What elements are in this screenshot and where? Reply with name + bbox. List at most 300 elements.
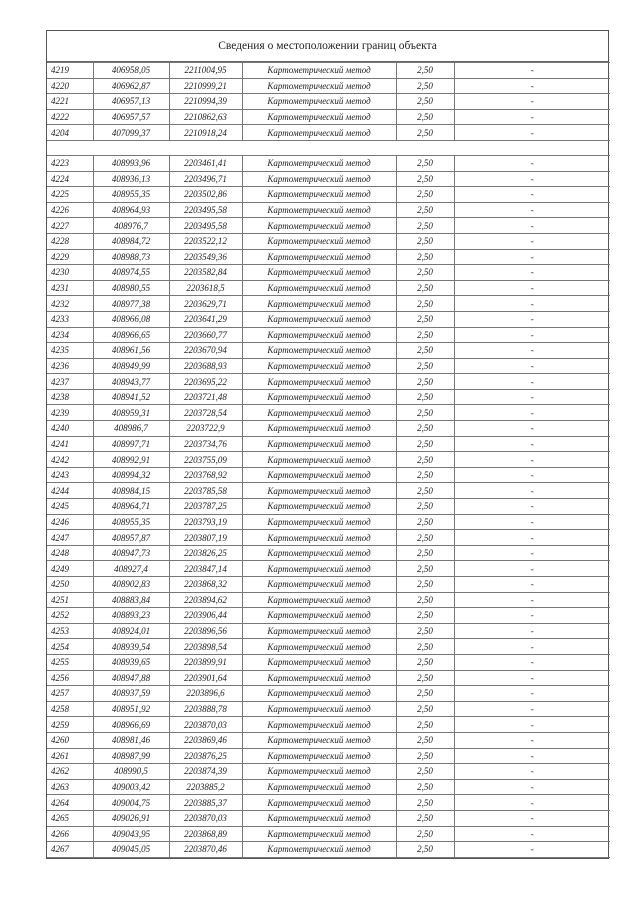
method-cell: Картометрический метод xyxy=(242,63,396,79)
table-row xyxy=(47,514,610,530)
coord-x: 408947,88 xyxy=(93,670,169,686)
table-row xyxy=(47,545,610,561)
description-cell: - xyxy=(454,701,610,717)
description-cell: - xyxy=(454,233,610,249)
accuracy-cell: 2,50 xyxy=(396,202,454,218)
point-number: 4233 xyxy=(47,311,93,327)
coord-x: 408955,35 xyxy=(93,187,169,203)
point-number: 4262 xyxy=(47,764,93,780)
point-number: 4260 xyxy=(47,732,93,748)
table-row xyxy=(47,639,610,655)
accuracy-cell: 2,50 xyxy=(396,467,454,483)
coord-x: 408959,31 xyxy=(93,405,169,421)
accuracy-cell: 2,50 xyxy=(396,592,454,608)
coord-x: 408949,99 xyxy=(93,358,169,374)
group-separator-row xyxy=(47,140,610,155)
table-row xyxy=(47,686,610,702)
accuracy-cell: 2,50 xyxy=(396,249,454,265)
point-number: 4234 xyxy=(47,327,93,343)
coord-x: 408987,99 xyxy=(93,748,169,764)
coord-x: 408883,84 xyxy=(93,592,169,608)
coord-x: 409045,05 xyxy=(93,842,169,858)
method-cell: Картометрический метод xyxy=(242,795,396,811)
description-cell: - xyxy=(454,732,610,748)
table-row xyxy=(47,78,610,94)
method-cell: Картометрический метод xyxy=(242,125,396,141)
accuracy-cell: 2,50 xyxy=(396,218,454,234)
coord-y: 2203629,71 xyxy=(169,296,242,312)
method-cell: Картометрический метод xyxy=(242,109,396,125)
accuracy-cell: 2,50 xyxy=(396,545,454,561)
accuracy-cell: 2,50 xyxy=(396,265,454,281)
coord-x: 408993,96 xyxy=(93,155,169,171)
accuracy-cell: 2,50 xyxy=(396,608,454,624)
method-cell: Картометрический метод xyxy=(242,732,396,748)
point-number: 4240 xyxy=(47,421,93,437)
method-cell: Картометрический метод xyxy=(242,608,396,624)
description-cell: - xyxy=(454,78,610,94)
coord-y: 2203734,76 xyxy=(169,436,242,452)
table-row xyxy=(47,187,610,203)
point-number: 4253 xyxy=(47,623,93,639)
coord-y: 2203728,54 xyxy=(169,405,242,421)
accuracy-cell: 2,50 xyxy=(396,483,454,499)
description-cell: - xyxy=(454,608,610,624)
sheet-title: Сведения о местоположении границ объекта xyxy=(47,31,608,62)
separator-cell xyxy=(47,140,610,155)
description-cell: - xyxy=(454,63,610,79)
coord-x: 408966,08 xyxy=(93,311,169,327)
point-number: 4259 xyxy=(47,717,93,733)
description-cell: - xyxy=(454,686,610,702)
coord-y: 2203793,19 xyxy=(169,514,242,530)
coord-x: 407099,37 xyxy=(93,125,169,141)
point-number: 4248 xyxy=(47,545,93,561)
method-cell: Картометрический метод xyxy=(242,296,396,312)
method-cell: Картометрический метод xyxy=(242,280,396,296)
accuracy-cell: 2,50 xyxy=(396,842,454,858)
point-number: 4220 xyxy=(47,78,93,94)
point-number: 4222 xyxy=(47,109,93,125)
description-cell: - xyxy=(454,452,610,468)
coord-x: 408966,65 xyxy=(93,327,169,343)
accuracy-cell: 2,50 xyxy=(396,296,454,312)
coord-x: 408980,55 xyxy=(93,280,169,296)
coord-y: 2203901,64 xyxy=(169,670,242,686)
accuracy-cell: 2,50 xyxy=(396,155,454,171)
method-cell: Картометрический метод xyxy=(242,358,396,374)
coord-y: 2203876,25 xyxy=(169,748,242,764)
method-cell: Картометрический метод xyxy=(242,686,396,702)
coord-y: 2203722,9 xyxy=(169,421,242,437)
method-cell: Картометрический метод xyxy=(242,343,396,359)
point-number: 4227 xyxy=(47,218,93,234)
point-number: 4219 xyxy=(47,63,93,79)
method-cell: Картометрический метод xyxy=(242,670,396,686)
coord-x: 406957,13 xyxy=(93,94,169,110)
description-cell: - xyxy=(454,125,610,141)
description-cell: - xyxy=(454,577,610,593)
table-row xyxy=(47,483,610,499)
coord-x: 408997,71 xyxy=(93,436,169,452)
coord-x: 408936,13 xyxy=(93,171,169,187)
accuracy-cell: 2,50 xyxy=(396,389,454,405)
table-row xyxy=(47,171,610,187)
method-cell: Картометрический метод xyxy=(242,452,396,468)
method-cell: Картометрический метод xyxy=(242,779,396,795)
coord-y: 2203695,22 xyxy=(169,374,242,390)
coord-y: 2203898,54 xyxy=(169,639,242,655)
table-row xyxy=(47,592,610,608)
table-row xyxy=(47,701,610,717)
point-number: 4257 xyxy=(47,686,93,702)
point-number: 4258 xyxy=(47,701,93,717)
description-cell: - xyxy=(454,654,610,670)
table-row xyxy=(47,125,610,141)
table-row xyxy=(47,499,610,515)
method-cell: Картометрический метод xyxy=(242,405,396,421)
coord-x: 408955,35 xyxy=(93,514,169,530)
description-cell: - xyxy=(454,389,610,405)
coord-x: 408984,15 xyxy=(93,483,169,499)
coord-x: 409026,91 xyxy=(93,810,169,826)
method-cell: Картометрический метод xyxy=(242,623,396,639)
table-row xyxy=(47,436,610,452)
description-cell: - xyxy=(454,499,610,515)
method-cell: Картометрический метод xyxy=(242,499,396,515)
coord-x: 408974,55 xyxy=(93,265,169,281)
coord-x: 408966,69 xyxy=(93,717,169,733)
coord-x: 408924,01 xyxy=(93,623,169,639)
description-cell: - xyxy=(454,327,610,343)
coord-y: 2203870,46 xyxy=(169,842,242,858)
point-number: 4242 xyxy=(47,452,93,468)
coord-y: 2211004,95 xyxy=(169,63,242,79)
table-row xyxy=(47,374,610,390)
accuracy-cell: 2,50 xyxy=(396,530,454,546)
accuracy-cell: 2,50 xyxy=(396,125,454,141)
accuracy-cell: 2,50 xyxy=(396,577,454,593)
point-number: 4245 xyxy=(47,499,93,515)
accuracy-cell: 2,50 xyxy=(396,78,454,94)
method-cell: Картометрический метод xyxy=(242,374,396,390)
accuracy-cell: 2,50 xyxy=(396,280,454,296)
method-cell: Картометрический метод xyxy=(242,94,396,110)
method-cell: Картометрический метод xyxy=(242,545,396,561)
coord-y: 2203868,89 xyxy=(169,826,242,842)
description-cell: - xyxy=(454,826,610,842)
method-cell: Картометрический метод xyxy=(242,218,396,234)
point-number: 4254 xyxy=(47,639,93,655)
description-cell: - xyxy=(454,530,610,546)
coord-y: 2203549,36 xyxy=(169,249,242,265)
point-number: 4224 xyxy=(47,171,93,187)
description-cell: - xyxy=(454,202,610,218)
point-number: 4235 xyxy=(47,343,93,359)
coord-y: 2203888,78 xyxy=(169,701,242,717)
point-number: 4252 xyxy=(47,608,93,624)
method-cell: Картометрический метод xyxy=(242,171,396,187)
point-number: 4251 xyxy=(47,592,93,608)
method-cell: Картометрический метод xyxy=(242,717,396,733)
coord-x: 408937,59 xyxy=(93,686,169,702)
coordinates-table xyxy=(47,62,610,858)
method-cell: Картометрический метод xyxy=(242,467,396,483)
description-cell: - xyxy=(454,249,610,265)
accuracy-cell: 2,50 xyxy=(396,514,454,530)
description-cell: - xyxy=(454,280,610,296)
coord-y: 2203461,41 xyxy=(169,155,242,171)
description-cell: - xyxy=(454,405,610,421)
description-cell: - xyxy=(454,311,610,327)
coord-x: 408902,83 xyxy=(93,577,169,593)
coord-y: 2210918,24 xyxy=(169,125,242,141)
point-number: 4232 xyxy=(47,296,93,312)
table-row xyxy=(47,795,610,811)
coord-y: 2203785,58 xyxy=(169,483,242,499)
description-cell: - xyxy=(454,561,610,577)
method-cell: Картометрический метод xyxy=(242,265,396,281)
coord-x: 408893,23 xyxy=(93,608,169,624)
method-cell: Картометрический метод xyxy=(242,421,396,437)
accuracy-cell: 2,50 xyxy=(396,779,454,795)
method-cell: Картометрический метод xyxy=(242,592,396,608)
coord-y: 2203495,58 xyxy=(169,218,242,234)
point-number: 4263 xyxy=(47,779,93,795)
coord-y: 2203899,91 xyxy=(169,654,242,670)
coord-y: 2210999,21 xyxy=(169,78,242,94)
table-row xyxy=(47,561,610,577)
table-row xyxy=(47,670,610,686)
coordinates-table-body xyxy=(47,63,610,858)
description-cell: - xyxy=(454,109,610,125)
coord-x: 408941,52 xyxy=(93,389,169,405)
coord-y: 2203522,12 xyxy=(169,233,242,249)
coord-x: 409003,42 xyxy=(93,779,169,795)
coord-y: 2203874,39 xyxy=(169,764,242,780)
accuracy-cell: 2,50 xyxy=(396,748,454,764)
coord-x: 406957,57 xyxy=(93,109,169,125)
description-cell: - xyxy=(454,436,610,452)
description-cell: - xyxy=(454,670,610,686)
method-cell: Картометрический метод xyxy=(242,654,396,670)
method-cell: Картометрический метод xyxy=(242,748,396,764)
accuracy-cell: 2,50 xyxy=(396,63,454,79)
accuracy-cell: 2,50 xyxy=(396,639,454,655)
point-number: 4239 xyxy=(47,405,93,421)
table-row xyxy=(47,358,610,374)
point-number: 4243 xyxy=(47,467,93,483)
description-cell: - xyxy=(454,623,610,639)
coord-x: 408994,32 xyxy=(93,467,169,483)
method-cell: Картометрический метод xyxy=(242,514,396,530)
point-number: 4244 xyxy=(47,483,93,499)
method-cell: Картометрический метод xyxy=(242,483,396,499)
table-row xyxy=(47,280,610,296)
coord-y: 2210994,39 xyxy=(169,94,242,110)
method-cell: Картометрический метод xyxy=(242,842,396,858)
table-row xyxy=(47,732,610,748)
accuracy-cell: 2,50 xyxy=(396,654,454,670)
description-cell: - xyxy=(454,639,610,655)
description-cell: - xyxy=(454,592,610,608)
method-cell: Картометрический метод xyxy=(242,577,396,593)
coord-y: 2203894,62 xyxy=(169,592,242,608)
accuracy-cell: 2,50 xyxy=(396,405,454,421)
point-number: 4230 xyxy=(47,265,93,281)
method-cell: Картометрический метод xyxy=(242,78,396,94)
table-row xyxy=(47,748,610,764)
accuracy-cell: 2,50 xyxy=(396,826,454,842)
accuracy-cell: 2,50 xyxy=(396,670,454,686)
accuracy-cell: 2,50 xyxy=(396,421,454,437)
table-row xyxy=(47,530,610,546)
coord-x: 408964,71 xyxy=(93,499,169,515)
description-cell: - xyxy=(454,779,610,795)
accuracy-cell: 2,50 xyxy=(396,795,454,811)
point-number: 4246 xyxy=(47,514,93,530)
accuracy-cell: 2,50 xyxy=(396,623,454,639)
point-number: 4264 xyxy=(47,795,93,811)
coord-y: 2203885,37 xyxy=(169,795,242,811)
table-row xyxy=(47,467,610,483)
table-row xyxy=(47,764,610,780)
accuracy-cell: 2,50 xyxy=(396,374,454,390)
point-number: 4265 xyxy=(47,810,93,826)
point-number: 4255 xyxy=(47,654,93,670)
accuracy-cell: 2,50 xyxy=(396,358,454,374)
coord-x: 408990,5 xyxy=(93,764,169,780)
coord-y: 2203582,84 xyxy=(169,265,242,281)
method-cell: Картометрический метод xyxy=(242,764,396,780)
accuracy-cell: 2,50 xyxy=(396,94,454,110)
point-number: 4225 xyxy=(47,187,93,203)
table-row xyxy=(47,654,610,670)
accuracy-cell: 2,50 xyxy=(396,810,454,826)
point-number: 4267 xyxy=(47,842,93,858)
coord-x: 408964,93 xyxy=(93,202,169,218)
method-cell: Картометрический метод xyxy=(242,389,396,405)
method-cell: Картометрический метод xyxy=(242,436,396,452)
point-number: 4236 xyxy=(47,358,93,374)
coord-y: 2203496,71 xyxy=(169,171,242,187)
accuracy-cell: 2,50 xyxy=(396,327,454,343)
description-cell: - xyxy=(454,467,610,483)
point-number: 4223 xyxy=(47,155,93,171)
coord-y: 2203502,86 xyxy=(169,187,242,203)
table-row xyxy=(47,63,610,79)
table-row xyxy=(47,421,610,437)
coord-y: 2203768,92 xyxy=(169,467,242,483)
coord-x: 408939,54 xyxy=(93,639,169,655)
coord-x: 408986,7 xyxy=(93,421,169,437)
coordinates-sheet xyxy=(46,30,609,859)
coord-x: 408981,46 xyxy=(93,732,169,748)
table-row xyxy=(47,265,610,281)
point-number: 4256 xyxy=(47,670,93,686)
table-row xyxy=(47,109,610,125)
point-number: 4266 xyxy=(47,826,93,842)
coord-x: 408961,56 xyxy=(93,343,169,359)
method-cell: Картометрический метод xyxy=(242,233,396,249)
accuracy-cell: 2,50 xyxy=(396,436,454,452)
accuracy-cell: 2,50 xyxy=(396,499,454,515)
method-cell: Картометрический метод xyxy=(242,701,396,717)
accuracy-cell: 2,50 xyxy=(396,452,454,468)
coord-x: 408927,4 xyxy=(93,561,169,577)
point-number: 4241 xyxy=(47,436,93,452)
accuracy-cell: 2,50 xyxy=(396,233,454,249)
description-cell: - xyxy=(454,155,610,171)
coord-x: 408988,73 xyxy=(93,249,169,265)
table-row xyxy=(47,717,610,733)
table-row xyxy=(47,94,610,110)
coord-y: 2203787,25 xyxy=(169,499,242,515)
coord-x: 409004,75 xyxy=(93,795,169,811)
table-row xyxy=(47,155,610,171)
method-cell: Картометрический метод xyxy=(242,810,396,826)
coord-x: 406962,87 xyxy=(93,78,169,94)
accuracy-cell: 2,50 xyxy=(396,187,454,203)
description-cell: - xyxy=(454,748,610,764)
point-number: 4247 xyxy=(47,530,93,546)
coord-y: 2203618,5 xyxy=(169,280,242,296)
description-cell: - xyxy=(454,187,610,203)
coord-x: 408939,65 xyxy=(93,654,169,670)
method-cell: Картометрический метод xyxy=(242,561,396,577)
table-row xyxy=(47,202,610,218)
coord-x: 408992,91 xyxy=(93,452,169,468)
method-cell: Картометрический метод xyxy=(242,187,396,203)
point-number: 4231 xyxy=(47,280,93,296)
coord-x: 408947,73 xyxy=(93,545,169,561)
description-cell: - xyxy=(454,374,610,390)
description-cell: - xyxy=(454,171,610,187)
coord-y: 2203885,2 xyxy=(169,779,242,795)
accuracy-cell: 2,50 xyxy=(396,311,454,327)
accuracy-cell: 2,50 xyxy=(396,686,454,702)
coord-y: 2203755,09 xyxy=(169,452,242,468)
description-cell: - xyxy=(454,545,610,561)
coord-y: 2203896,6 xyxy=(169,686,242,702)
accuracy-cell: 2,50 xyxy=(396,109,454,125)
description-cell: - xyxy=(454,842,610,858)
table-row xyxy=(47,608,610,624)
table-row xyxy=(47,311,610,327)
accuracy-cell: 2,50 xyxy=(396,717,454,733)
description-cell: - xyxy=(454,795,610,811)
table-row xyxy=(47,577,610,593)
description-cell: - xyxy=(454,94,610,110)
method-cell: Картометрический метод xyxy=(242,826,396,842)
description-cell: - xyxy=(454,421,610,437)
coord-x: 408957,87 xyxy=(93,530,169,546)
method-cell: Картометрический метод xyxy=(242,249,396,265)
table-row xyxy=(47,343,610,359)
coord-y: 2203660,77 xyxy=(169,327,242,343)
coord-y: 2203847,14 xyxy=(169,561,242,577)
accuracy-cell: 2,50 xyxy=(396,701,454,717)
point-number: 4237 xyxy=(47,374,93,390)
method-cell: Картометрический метод xyxy=(242,530,396,546)
coord-y: 2203807,19 xyxy=(169,530,242,546)
point-number: 4249 xyxy=(47,561,93,577)
method-cell: Картометрический метод xyxy=(242,311,396,327)
table-row xyxy=(47,810,610,826)
coord-y: 2203495,58 xyxy=(169,202,242,218)
accuracy-cell: 2,50 xyxy=(396,343,454,359)
method-cell: Картометрический метод xyxy=(242,639,396,655)
